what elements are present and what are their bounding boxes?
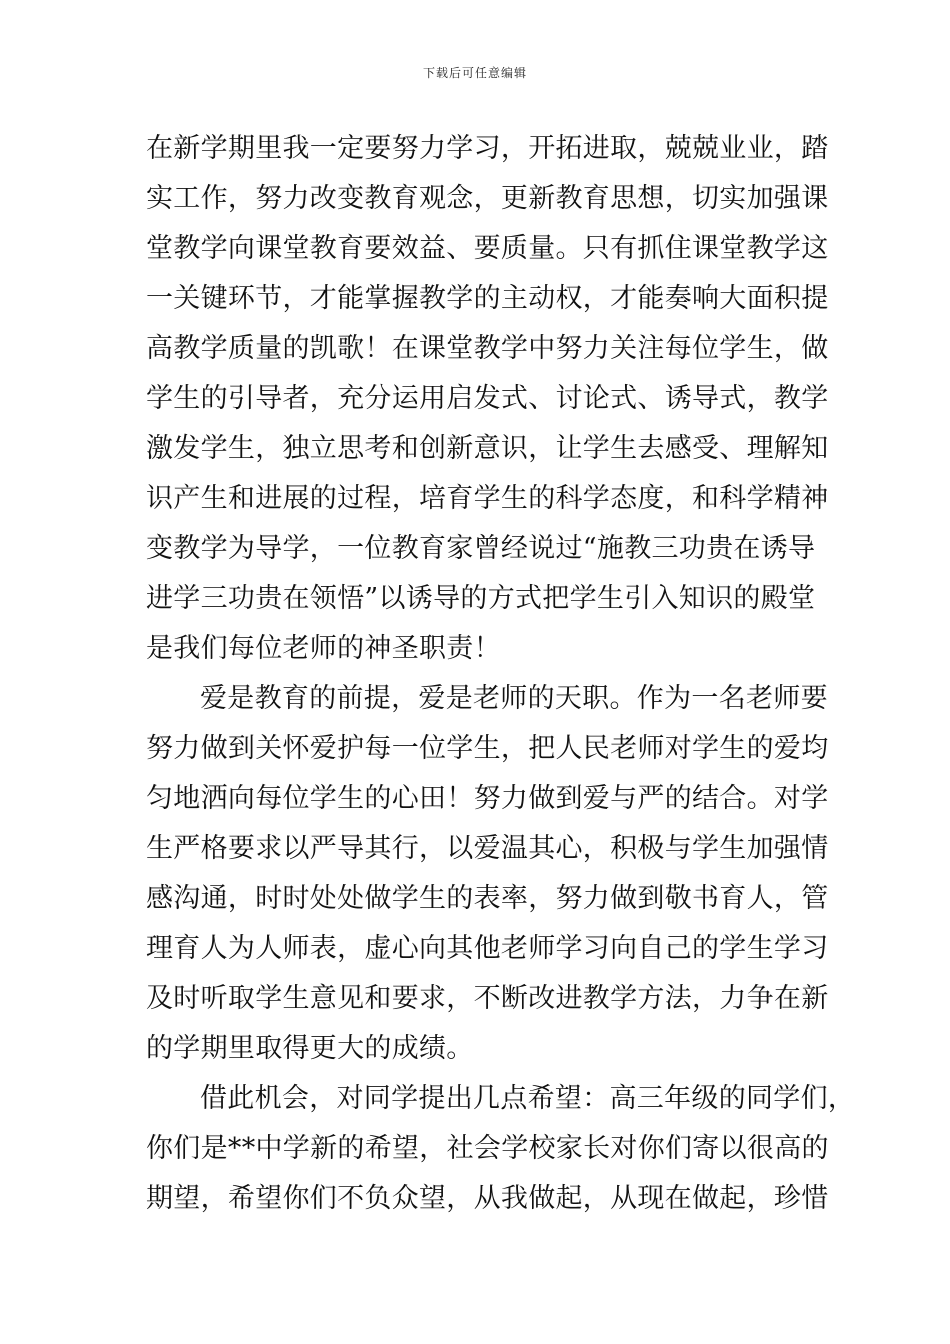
text-line: 一关键环节，才能掌握教学的主动权，才能奏响大面积提: [146, 283, 829, 314]
text-line: 生严格要求以严导其行，以爱温其心，积极与学生加强情: [146, 833, 829, 864]
text-line: 你们是**中学新的希望，社会学校家长对你们寄以很高的: [146, 1133, 829, 1164]
text-line: 匀地洒向每位学生的心田！努力做到爱与严的结合。对学: [146, 783, 829, 814]
text-line: 及时听取学生意见和要求，不断改进教学方法，力争在新: [146, 983, 829, 1014]
text-line: 感沟通，时时处处做学生的表率，努力做到敬书育人，管: [146, 883, 829, 914]
text-line: 实工作，努力改变教育观念，更新教育思想，切实加强课: [146, 183, 829, 214]
text-line: 理育人为人师表，虚心向其他老师学习向自己的学生学习: [146, 933, 829, 964]
text-line: 堂教学向课堂教育要效益、要质量。只有抓住课堂教学这: [146, 233, 829, 264]
text-line: 在新学期里我一定要努力学习，开拓进取，兢兢业业，踏: [146, 133, 829, 164]
text-line: 进学三功贵在领悟”以诱导的方式把学生引入知识的殿堂: [146, 583, 816, 614]
page-header: 下载后可任意编辑: [422, 66, 527, 80]
text-line: 的学期里取得更大的成绩。: [146, 1033, 474, 1064]
text-line: 识产生和进展的过程，培育学生的科学态度，和科学精神: [146, 483, 829, 514]
text-line: 激发学生，独立思考和创新意识，让学生去感受、理解知: [146, 433, 829, 464]
paragraph-first-line: 借此机会，对同学提出几点希望：高三年级的同学们，: [200, 1083, 856, 1114]
text-line: 努力做到关怀爱护每一位学生，把人民老师对学生的爱均: [146, 733, 829, 764]
text-line: 期望，希望你们不负众望，从我做起，从现在做起，珍惜: [146, 1183, 829, 1214]
text-line: 是我们每位老师的神圣职责！: [146, 633, 501, 664]
paragraph-first-line: 爱是教育的前提，爱是老师的天职。作为一名老师要: [200, 683, 828, 714]
text-line: 学生的引导者，充分运用启发式、讨论式、诱导式，教学: [146, 383, 829, 414]
text-line: 高教学质量的凯歌！在课堂教学中努力关注每位学生，做: [146, 333, 829, 364]
text-line: 变教学为导学，一位教育家曾经说过“施教三功贵在诱导: [146, 533, 816, 564]
